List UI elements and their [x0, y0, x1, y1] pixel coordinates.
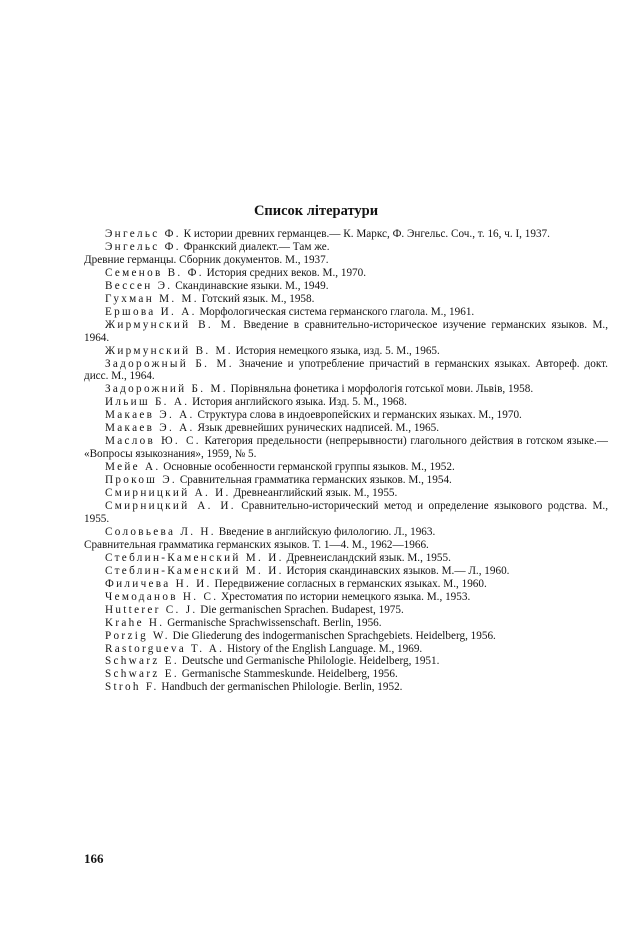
reference-text: Deutsche und Germanische Philologie. Heidelberg, 1951. [178, 655, 440, 668]
reference-text: Handbuch der germanischen Philologie. Berlin, 1952. [158, 681, 403, 694]
reference-entry [84, 319, 608, 345]
reference-author: Энгельс Ф. [105, 228, 181, 240]
reference-text: Сравнительная грамматика германских языков. Т. 1—4. М., 1962—1966. [84, 538, 429, 551]
reference-text: Порівняльна фонетика і морфологія готської мови. Львів, 1958. [227, 383, 534, 396]
reference-author: Задорожний Б. М. [105, 383, 228, 396]
reference-text: История средних веков. М., 1970. [203, 266, 367, 279]
reference-text: Категория предельности (непрерывности) глагольного действия в готском языке.— «Вопросы языкознания», 1959, № 5. [84, 435, 608, 461]
reference-author: Чемоданов Н. С. [105, 590, 219, 603]
reference-entry [84, 630, 608, 643]
reference-entry [84, 396, 608, 409]
reference-text: History of the English Language. M., 1969. [224, 642, 423, 655]
reference-author: Ильиш Б. А. [105, 396, 190, 409]
reference-author: Hutterer C. J. [105, 603, 198, 616]
reference-entry [84, 474, 608, 487]
reference-text: Основные особенности германской группы языков. М., 1952. [160, 461, 455, 474]
reference-text: Введение в сравнительно-историческое изучение германских языков. М., 1964. [84, 318, 609, 344]
reference-author: Вессен Э. [105, 279, 173, 292]
reference-author: Schwarz E. [105, 668, 179, 681]
reference-author: Задорожный Б. М. [105, 357, 234, 370]
reference-text: Передвижение согласных в германских языках. М., 1960. [211, 577, 487, 590]
reference-author: Энгельс Ф. [105, 240, 181, 253]
reference-entry [84, 655, 608, 668]
reference-entry [84, 500, 608, 526]
reference-text: Древние германцы. Сборник документов. М., 1937. [84, 253, 329, 266]
reference-author: Мейе А. [105, 461, 161, 474]
reference-text: История скандинавских языков. М.— Л., 1960. [283, 564, 510, 577]
reference-entry [84, 293, 608, 306]
reference-author: Семенов В. Ф. [105, 266, 204, 279]
reference-text: Die Gliederung des indogermanischen Sprachgebiets. Heidelberg, 1956. [169, 629, 496, 642]
reference-text: История английского языка. Изд. 5. М., 1968. [189, 396, 407, 409]
reference-author: Жирмунский В. М. [105, 344, 233, 357]
reference-author: Ершова И. А. [105, 305, 197, 318]
reference-entry [84, 526, 608, 539]
reference-entry [84, 668, 608, 681]
reference-text: Скандинавские языки. М., 1949. [172, 279, 329, 292]
reference-author: Rastorgueva T. A. [105, 642, 225, 655]
reference-text: Введение в английскую филологию. Л., 1963. [215, 525, 436, 538]
reference-entry [84, 383, 608, 396]
reference-author: Соловьева Л. Н. [105, 525, 216, 538]
reference-entry [84, 578, 608, 591]
reference-entry [84, 228, 608, 241]
reference-entry [84, 422, 608, 435]
reference-text: Структура слова в индоевропейских и германских языках. М., 1970. [194, 409, 522, 422]
reference-author: Макаев Э. А. [105, 422, 195, 435]
reference-entry [84, 604, 608, 617]
reference-author: Krahe H. [105, 616, 165, 629]
reference-text: К истории древних германцев.— К. Маркс, Ф. Энгельс. Соч., т. 16, ч. I, 1937. [180, 228, 550, 240]
reference-entry [84, 254, 608, 267]
reference-entry [84, 487, 608, 500]
reference-author: Смирницкий А. И. [105, 487, 231, 500]
reference-author: Stroh F. [105, 681, 159, 694]
reference-entry [84, 306, 608, 319]
reference-list [84, 228, 608, 694]
reference-text: Сравнительная грамматика германских языков. М., 1954. [177, 474, 452, 487]
reference-author: Porzig W. [105, 629, 170, 642]
reference-entry [84, 643, 608, 656]
reference-text: Готский язык. М., 1958. [198, 292, 315, 305]
reference-author: Жирмунский В. М. [105, 318, 238, 331]
reference-text: Древнеанглийский язык. М., 1955. [230, 487, 398, 500]
reference-text: История немецкого языка, изд. 5. М., 1965. [232, 344, 440, 357]
reference-author: Стеблин-Каменский М. И. [105, 551, 284, 564]
reference-author: Маслов Ю. С. [105, 435, 201, 448]
reference-entry [84, 461, 608, 474]
reference-entry [84, 267, 608, 280]
reference-text: Germanische Sprachwissenschaft. Berlin, 1956. [164, 616, 382, 629]
reference-entry [84, 565, 608, 578]
reference-author: Прокош Э. [105, 474, 178, 487]
reference-text: Значение и употребление причастий в германских языках. Автореф. докт. дисс. М., 1964. [84, 357, 608, 383]
reference-entry [84, 552, 608, 565]
reference-text: Хрестоматия по истории немецкого языка. М., 1953. [218, 590, 471, 603]
reference-entry [84, 591, 608, 604]
reference-author: Гухман М. М. [105, 292, 199, 305]
reference-entry [84, 435, 608, 461]
page-number: 166 [84, 851, 104, 866]
reference-text: Язык древнейших рунических надписей. М., 1965. [194, 422, 439, 435]
reference-author: Стеблин-Каменский М. И. [105, 564, 284, 577]
reference-text: Die germanischen Sprachen. Budapest, 1975. [197, 603, 404, 616]
reference-text: Germanische Stammeskunde. Heidelberg, 1956. [178, 668, 398, 681]
reference-entry [84, 617, 608, 630]
reference-entry [84, 241, 608, 254]
reference-entry [84, 539, 608, 552]
page-title: Список літератури [253, 203, 379, 219]
reference-text: Сравнительно-исторический метод и определение языкового родства. М., 1955. [84, 500, 608, 525]
reference-entry [84, 280, 608, 293]
reference-text: Франкский диалект.— Там же. [180, 240, 330, 253]
reference-author: Смирницкий А. И. [105, 500, 236, 513]
reference-author: Филичева Н. И. [105, 577, 212, 590]
reference-entry [84, 681, 608, 694]
reference-author: Schwarz E. [105, 655, 179, 668]
reference-text: Морфологическая система германского глагола. М., 1961. [196, 305, 475, 318]
reference-author: Макаев Э. А. [105, 409, 195, 422]
reference-text: Древнеисландский язык. М., 1955. [283, 551, 451, 564]
reference-entry [84, 358, 608, 384]
reference-entry [84, 409, 608, 422]
reference-entry [84, 345, 608, 358]
